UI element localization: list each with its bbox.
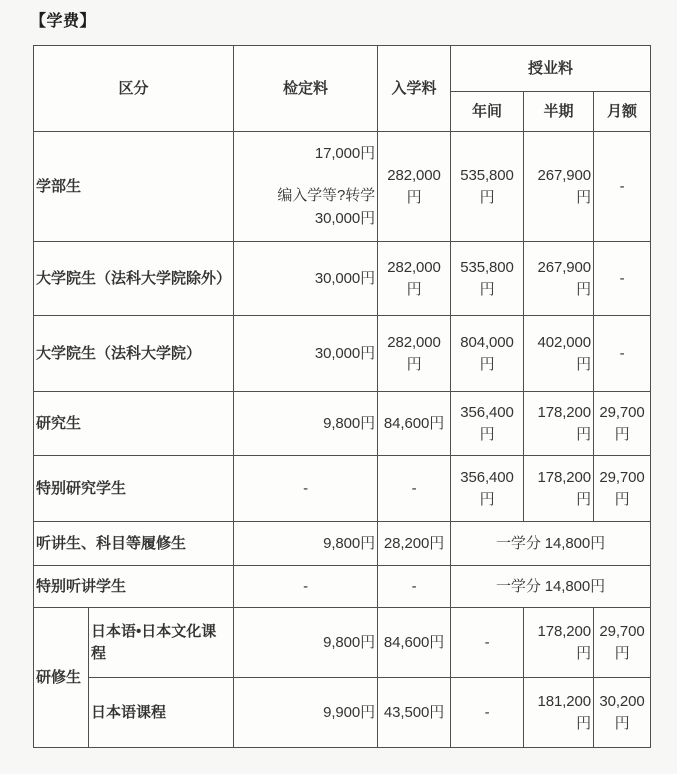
header-admission-fee: 入学料 bbox=[378, 46, 451, 132]
tuition-annual-cell: 804,000円 bbox=[451, 316, 524, 392]
table-row-special-auditor-student bbox=[34, 566, 651, 608]
tuition-half-amount: 178,200 bbox=[537, 622, 592, 640]
tuition-monthly-cell: - bbox=[594, 132, 651, 242]
tuition-half-unit: 円 bbox=[576, 644, 592, 662]
category-cell: 听讲生、科目等履修生 bbox=[34, 522, 234, 566]
header-row-1 bbox=[34, 46, 651, 92]
exam-fee-cell: 9,800円 bbox=[234, 392, 378, 456]
header-tuition-monthly: 月额 bbox=[594, 92, 651, 132]
tuition-monthly-cell: - bbox=[594, 242, 651, 316]
header-tuition-annual: 年间 bbox=[451, 92, 524, 132]
tuition-per-credit-cell: 一学分 14,800円 bbox=[451, 522, 651, 566]
category-cell: 研究生 bbox=[34, 392, 234, 456]
tuition-half-unit: 円 bbox=[576, 280, 592, 298]
admission-fee-cell: 28,200円 bbox=[378, 522, 451, 566]
admission-fee-cell: - bbox=[378, 566, 451, 608]
category-cell: 特别听讲学生 bbox=[34, 566, 234, 608]
tuition-half-cell bbox=[524, 316, 594, 392]
exam-fee-cell bbox=[234, 132, 378, 242]
tuition-half-amount: 402,000 bbox=[537, 333, 592, 351]
table-row-trainee-japanese bbox=[34, 678, 651, 748]
category-cell: 特别研究学生 bbox=[34, 456, 234, 522]
admission-fee-cell: - bbox=[378, 456, 451, 522]
table-row-research-student bbox=[34, 392, 651, 456]
tuition-half-cell bbox=[524, 242, 594, 316]
header-category: 区分 bbox=[34, 46, 234, 132]
category-subcell: 日本语•日本文化课程 bbox=[89, 608, 234, 678]
tuition-half-amount: 181,200 bbox=[537, 692, 592, 710]
page-title: 【学费】 bbox=[30, 13, 97, 30]
tuition-half-cell bbox=[524, 456, 594, 522]
tuition-half-unit: 円 bbox=[576, 490, 592, 508]
tuition-half-amount: 178,200 bbox=[537, 468, 592, 486]
exam-fee-cell: 30,000円 bbox=[234, 316, 378, 392]
tuition-fee-table bbox=[33, 45, 651, 748]
tuition-annual-cell: 535,800円 bbox=[451, 242, 524, 316]
exam-fee-cell: 9,800円 bbox=[234, 522, 378, 566]
admission-fee-cell: 282,000円 bbox=[378, 316, 451, 392]
category-cell: 大学院生（法科大学院） bbox=[34, 316, 234, 392]
category-subcell: 日本语课程 bbox=[89, 678, 234, 748]
tuition-fee-page bbox=[0, 8, 677, 774]
tuition-monthly-cell: 29,700円 bbox=[594, 456, 651, 522]
exam-fee-cell: - bbox=[234, 456, 378, 522]
exam-fee-note: 编入学等?转学 bbox=[277, 186, 376, 204]
tuition-half-amount: 267,900 bbox=[537, 166, 592, 184]
admission-fee-cell: 43,500円 bbox=[378, 678, 451, 748]
tuition-half-cell bbox=[524, 392, 594, 456]
tuition-half-unit: 円 bbox=[576, 425, 592, 443]
table-row-undergraduate bbox=[34, 132, 651, 242]
tuition-half-unit: 円 bbox=[576, 188, 592, 206]
exam-fee-cell: - bbox=[234, 566, 378, 608]
category-group-cell: 研修生 bbox=[34, 608, 89, 748]
header-tuition-half: 半期 bbox=[524, 92, 594, 132]
table-row-grad-law bbox=[34, 316, 651, 392]
table-row-grad-excl-law bbox=[34, 242, 651, 316]
table-row-special-research-student bbox=[34, 456, 651, 522]
tuition-monthly-cell: 29,700円 bbox=[594, 392, 651, 456]
tuition-annual-cell: 356,400円 bbox=[451, 456, 524, 522]
tuition-half-unit: 円 bbox=[576, 355, 592, 373]
tuition-monthly-cell: 30,200円 bbox=[594, 678, 651, 748]
tuition-half-unit: 円 bbox=[576, 714, 592, 732]
exam-fee-cell: 9,900円 bbox=[234, 678, 378, 748]
tuition-half-cell bbox=[524, 132, 594, 242]
category-cell: 学部生 bbox=[34, 132, 234, 242]
tuition-annual-cell: - bbox=[451, 608, 524, 678]
header-exam-fee: 检定料 bbox=[234, 46, 378, 132]
header-tuition-group: 授业料 bbox=[451, 46, 651, 92]
tuition-half-amount: 178,200 bbox=[537, 403, 592, 421]
table-row-trainee-japanese-culture bbox=[34, 608, 651, 678]
tuition-annual-cell: 535,800円 bbox=[451, 132, 524, 242]
tuition-half-cell bbox=[524, 678, 594, 748]
table-body bbox=[34, 132, 651, 748]
admission-fee-cell: 282,000円 bbox=[378, 242, 451, 316]
tuition-per-credit-cell: 一学分 14,800円 bbox=[451, 566, 651, 608]
table-header bbox=[34, 46, 651, 132]
admission-fee-cell: 84,600円 bbox=[378, 392, 451, 456]
tuition-monthly-cell: 29,700円 bbox=[594, 608, 651, 678]
tuition-annual-cell: 356,400円 bbox=[451, 392, 524, 456]
tuition-monthly-cell: - bbox=[594, 316, 651, 392]
tuition-half-amount: 267,900 bbox=[537, 258, 592, 276]
admission-fee-cell: 282,000円 bbox=[378, 132, 451, 242]
table-row-auditor-course-student bbox=[34, 522, 651, 566]
exam-fee-base: 17,000円 bbox=[314, 144, 376, 162]
exam-fee-cell: 30,000円 bbox=[234, 242, 378, 316]
tuition-annual-cell: - bbox=[451, 678, 524, 748]
tuition-half-cell bbox=[524, 608, 594, 678]
admission-fee-cell: 84,600円 bbox=[378, 608, 451, 678]
exam-fee-note-value: 30,000円 bbox=[314, 210, 376, 228]
exam-fee-cell: 9,800円 bbox=[234, 608, 378, 678]
category-cell: 大学院生（法科大学院除外） bbox=[34, 242, 234, 316]
